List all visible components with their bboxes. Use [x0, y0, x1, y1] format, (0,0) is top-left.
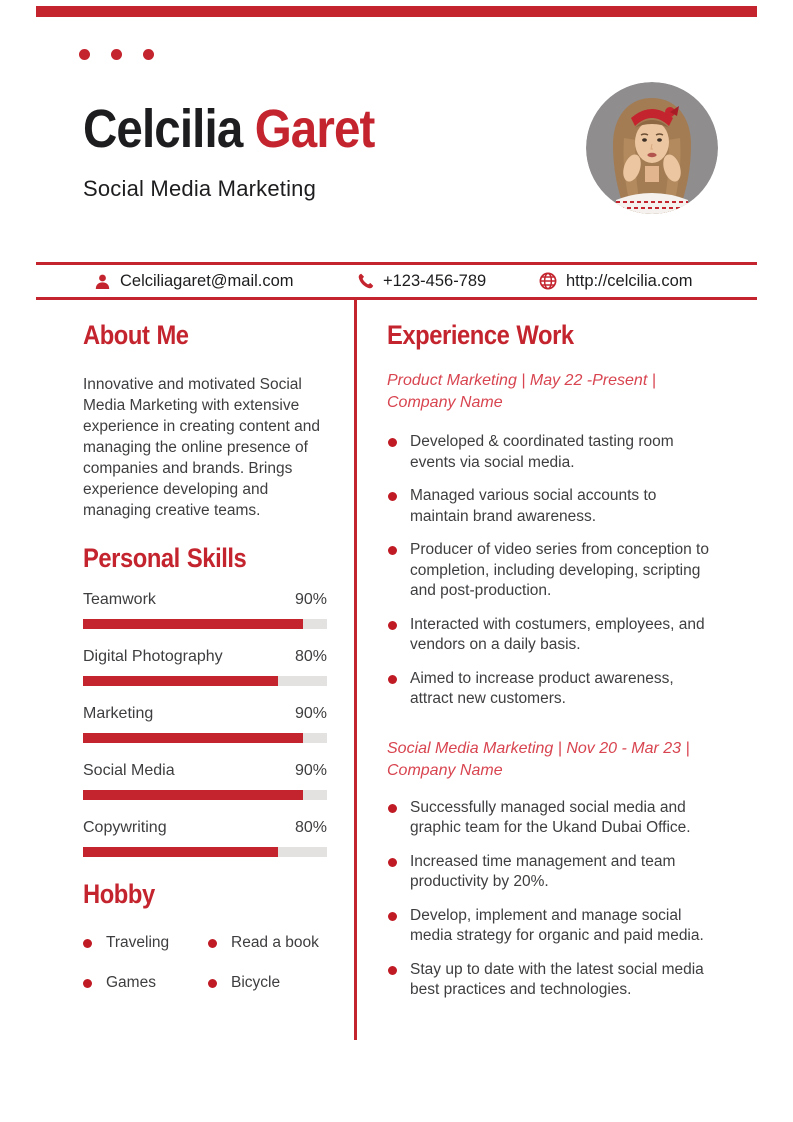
experience-title: Experience Work [387, 320, 574, 350]
person-name [83, 98, 374, 160]
skill-bar-track [83, 847, 327, 857]
phone-icon [358, 273, 374, 289]
skill-item [83, 705, 327, 743]
job-company-line: Company Name [387, 761, 503, 779]
person-icon [94, 273, 111, 290]
top-accent-bar [36, 6, 757, 17]
profile-photo-illustration [586, 82, 718, 214]
bullet-dot-icon [388, 804, 397, 813]
bullet-dot-icon [388, 912, 397, 921]
job-title-line: Social Media Marketing | Nov 20 - Mar 23 | [387, 739, 690, 757]
dot-icon [111, 49, 122, 60]
skill-head [83, 648, 327, 668]
bullet-text: Increased time management and team productivity by 20%. [410, 852, 676, 890]
job-bullets [387, 798, 717, 1001]
job-entry [387, 370, 717, 710]
job-bullet [387, 906, 717, 947]
skill-item [83, 591, 327, 629]
bullet-dot-icon [388, 621, 397, 630]
skills-title: Personal Skills [83, 543, 247, 573]
skill-head [83, 819, 327, 839]
skill-bar-fill [83, 790, 303, 800]
bullet-text: Successfully managed social media and graphic team for the Ukand Dubai Office. [410, 798, 691, 836]
skill-bar-track [83, 790, 327, 800]
skill-bar-track [83, 733, 327, 743]
bullet-dot-icon [388, 675, 397, 684]
hobby-list [83, 933, 327, 993]
about-text: Innovative and motivated Social Media Marketing with extensive experience in creating content and managing the online presence of companies and brands. Brings experience developing and managing creative teams. [83, 376, 320, 519]
skill-label: Teamwork [83, 591, 156, 608]
hobby-label: Traveling [106, 934, 170, 951]
job-title [387, 370, 717, 414]
contact-bar [36, 262, 757, 300]
bullet-text: Managed various social accounts to maintain brand awareness. [410, 487, 657, 525]
skill-bar-track [83, 619, 327, 629]
hobby-item [208, 973, 327, 993]
skills-list [83, 591, 327, 857]
bullet-dot-icon [388, 492, 397, 501]
bullet-dot-icon [83, 939, 92, 948]
bullet-dot-icon [388, 438, 397, 447]
bullet-text: Aimed to increase product awareness, attract new customers. [410, 669, 674, 707]
bullet-text: Developed & coordinated tasting room events via social media. [410, 433, 674, 471]
skill-label: Marketing [83, 705, 154, 722]
job-bullet [387, 486, 717, 527]
job-title-line: Product Marketing | May 22 -Present | [387, 372, 656, 389]
hobby-label: Games [106, 974, 156, 991]
skill-label: Copywriting [83, 819, 167, 836]
bullet-text: Interacted with costumers, employees, and vendors on a daily basis. [410, 615, 705, 653]
bullet-dot-icon [208, 979, 217, 988]
phone-text: +123-456-789 [383, 271, 487, 290]
hobby-item [83, 933, 208, 953]
dot-icon [143, 49, 154, 60]
skill-percent: 90% [294, 762, 327, 779]
left-column [83, 320, 327, 993]
job-subtitle: Social Media Marketing [83, 176, 317, 201]
contact-email [94, 265, 294, 297]
contact-website [539, 265, 693, 297]
bullet-dot-icon [388, 858, 397, 867]
globe-icon [539, 272, 557, 290]
last-name: Garet [254, 99, 375, 159]
job-company-line: Company Name [387, 394, 503, 411]
skill-head [83, 762, 327, 782]
job-bullet [387, 669, 717, 710]
skill-bar-fill [83, 619, 303, 629]
bullet-dot-icon [388, 546, 397, 555]
skill-bar-fill [83, 733, 303, 743]
job-bullet [387, 798, 717, 839]
job-bullet [387, 852, 717, 893]
skill-percent: 80% [294, 648, 327, 665]
skill-item [83, 648, 327, 686]
hobby-item [83, 973, 208, 993]
profile-photo [586, 82, 718, 214]
skill-label: Digital Photography [83, 648, 223, 665]
skill-percent: 90% [294, 591, 327, 608]
bullet-dot-icon [208, 939, 217, 948]
job-bullets [387, 432, 717, 710]
hobby-item [208, 933, 327, 953]
right-column [387, 320, 717, 1014]
skill-percent: 90% [294, 705, 327, 722]
job-entry [387, 738, 717, 1001]
skill-head [83, 591, 327, 611]
bullet-text: Develop, implement and manage social media strategy for organic and paid media. [410, 906, 704, 944]
skill-item [83, 819, 327, 857]
dot-icon [79, 49, 90, 60]
job-bullet [387, 540, 717, 602]
job-bullet [387, 960, 717, 1001]
decorative-dots [79, 49, 154, 60]
bullet-dot-icon [83, 979, 92, 988]
website-text: http://celcilia.com [566, 271, 693, 290]
hobby-title: Hobby [83, 879, 155, 909]
bullet-dot-icon [388, 966, 397, 975]
skill-bar-track [83, 676, 327, 686]
job-bullet [387, 615, 717, 656]
about-title: About Me [83, 320, 189, 350]
job-title [387, 738, 717, 782]
skill-item [83, 762, 327, 800]
first-name: Celcilia [83, 99, 243, 159]
column-divider [354, 300, 357, 1040]
skill-label: Social Media [83, 762, 175, 779]
skill-bar-fill [83, 847, 278, 857]
skill-percent: 80% [294, 819, 327, 836]
job-bullet [387, 432, 717, 473]
hobby-label: Read a book [231, 934, 319, 951]
hobby-label: Bicycle [231, 974, 281, 991]
bullet-text: Producer of video series from conception to completion, including developing, scripting and post-production. [410, 541, 709, 599]
bullet-text: Stay up to date with the latest social media best practices and technologies. [410, 960, 704, 998]
email-text: Celciliagaret@mail.com [120, 271, 294, 290]
skill-bar-fill [83, 676, 278, 686]
contact-phone [358, 265, 486, 297]
skill-head [83, 705, 327, 725]
